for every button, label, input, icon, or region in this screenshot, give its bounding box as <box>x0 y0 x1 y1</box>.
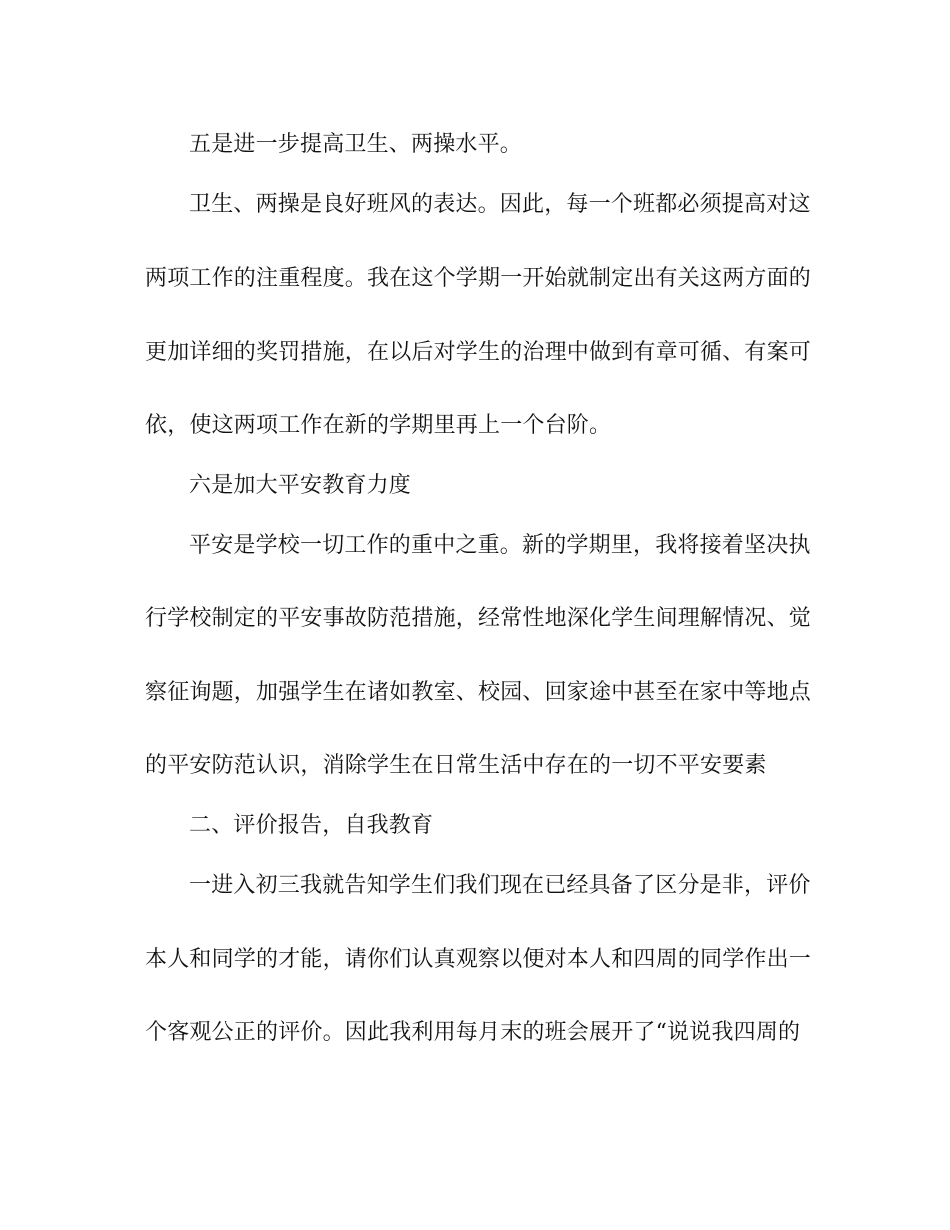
heading-five: 五是进一步提高卫生、两操水平。 <box>189 132 523 157</box>
paragraph-line: 一进入初三我就告知学生们我们现在已经具备了区分是非，评价 <box>189 873 811 898</box>
heading-six: 六是加大平安教育力度 <box>189 473 412 498</box>
paragraph-line: 平安是学校一切工作的重中之重。新的学期里，我将接着坚决执 <box>189 533 811 558</box>
paragraph-line: 个客观公正的评价。因此我利用每月末的班会展开了“说说我四周的 <box>145 1020 801 1045</box>
paragraph-line: 行学校制定的平安事故防范措施，经常性地深化学生间理解情况、觉 <box>145 606 812 631</box>
paragraph-line: 依，使这两项工作在新的学期里再上一个台阶。 <box>145 413 612 438</box>
paragraph-line: 察征询题，加强学生在诸如教室、校园、回家途中甚至在家中等地点 <box>145 680 812 705</box>
paragraph-line: 的平安防范认识，消除学生在日常生活中存在的一切不平安要素 <box>145 753 767 778</box>
paragraph-line: 卫生、两操是良好班风的表达。因此，每一个班都必须提高对这 <box>189 192 811 217</box>
paragraph-line: 两项工作的注重程度。我在这个学期一开始就制定出有关这两方面的 <box>145 266 812 291</box>
paragraph-line: 本人和同学的才能，请你们认真观察以便对本人和四周的同学作出一 <box>145 947 812 972</box>
paragraph-line: 更加详细的奖罚措施，在以后对学生的治理中做到有章可循、有案可 <box>145 340 812 365</box>
heading-two: 二、评价报告，自我教育 <box>189 813 434 838</box>
